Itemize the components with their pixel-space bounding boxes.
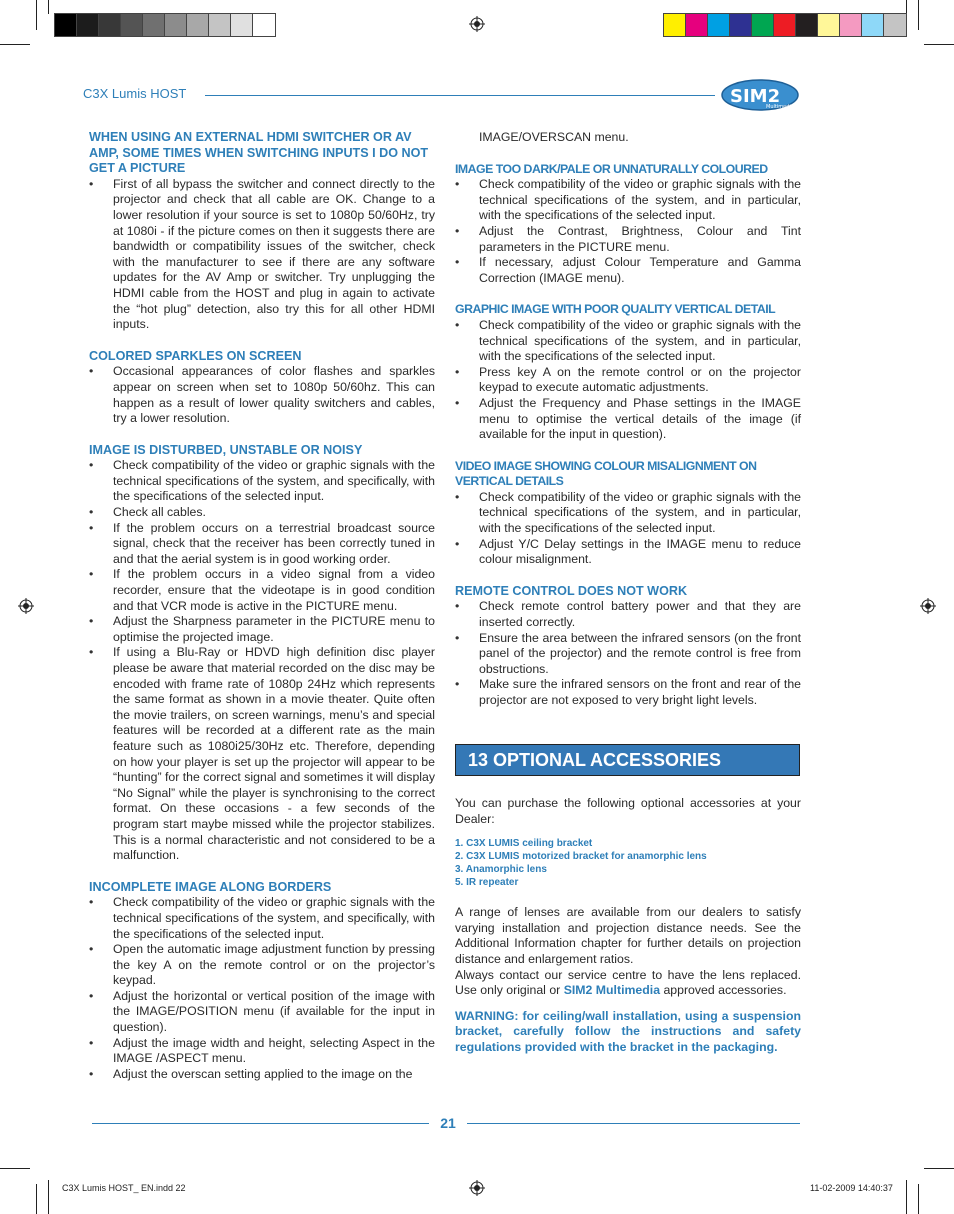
crop-mark <box>918 1184 919 1214</box>
color-swatch <box>231 14 253 36</box>
registration-mark-icon <box>920 598 936 614</box>
list-item: • Adjust the horizontal or vertical position of the image with the IMAGE/POSITION menu (if available for the input in question). <box>89 989 435 1036</box>
list-item: 1. C3X LUMIS ceiling bracket <box>455 838 593 850</box>
registration-mark-icon <box>469 16 485 32</box>
list-item: • Adjust the Sharpness parameter in the PICTURE menu to optimise the projected image. <box>89 614 435 645</box>
list-item: • If using a Blu-Ray or HDVD high definition disc player please be aware that material recorded on the disc may be encoded with frame rate of 1080p 24Hz which represents the same format as shown in a movie theater. Quite often the movie trailers, on screen warnings, menu’s and special features will be recorded at a different rate as the main feature such as 1080i25/30Hz etc. Therefore, depending on how your player is set up the projector will appear to be “hunting” for the correct signal and sometimes it will display “No Signal” while the player is synchronising to the correct format. On these occasions - a few seconds of the program start maybe missed while the projector stabilizes. This is a normal characteristic and not considered to be a malfunction. <box>89 645 435 863</box>
color-swatch <box>55 14 77 36</box>
color-swatch <box>862 14 884 36</box>
list-item: • Occasional appearances of color flashes and sparkles appear on screen when set to 1080p 50/60hz. This can happen as a result of lower quality switchers and cables, try a lower resolution. <box>89 364 435 426</box>
crop-mark <box>36 1184 37 1214</box>
list-item: • Check compatibility of the video or graphic signals with the technical specifications of the system, and in particular, with the specifications of the selected input. <box>455 318 801 365</box>
color-swatch <box>77 14 99 36</box>
crop-mark <box>0 1168 30 1169</box>
section-heading: WHEN USING AN EXTERNAL HDMI SWITCHER OR AV AMP, SOME TIMES WHEN SWITCHING INPUTS I DO NOT GET A PICTURE <box>89 130 429 176</box>
crop-mark <box>48 0 49 14</box>
list-item: • Check compatibility of the video or graphic signals with the technical specifications of the system, and in particular, with the specifications of the selected input. <box>455 490 801 537</box>
color-swatch <box>796 14 818 36</box>
crop-mark <box>36 0 37 30</box>
brand-name: SIM2 Multimedia <box>563 983 661 998</box>
bullet-list <box>455 318 801 443</box>
list-item: • Press key A on the remote control or on the projector keypad to execute automatic adjustments. <box>455 365 801 396</box>
bullet-list <box>89 895 435 1082</box>
left-column <box>89 130 435 1082</box>
header-rule <box>205 95 715 96</box>
color-swatch <box>121 14 143 36</box>
list-item: • Check compatibility of the video or graphic signals with the technical specifications of the system, and specifically, with the specifications of the selected input. <box>89 458 435 505</box>
slug-timestamp: 11-02-2009 14:40:37 <box>810 1183 893 1193</box>
color-swatch <box>686 14 708 36</box>
list-item: • Adjust the overscan setting applied to the image on the <box>89 1067 435 1083</box>
section-heading: IMAGE IS DISTURBED, UNSTABLE OR NOISY <box>89 442 363 457</box>
crop-mark <box>924 1168 954 1169</box>
list-item: • Check all cables. <box>89 505 435 521</box>
document-title: C3X Lumis HOST <box>83 86 187 101</box>
list-item: • Adjust the image width and height, selecting Aspect in the IMAGE /ASPECT menu. <box>89 1036 435 1067</box>
section-heading: INCOMPLETE IMAGE ALONG BORDERS <box>89 879 332 894</box>
color-swatch <box>664 14 686 36</box>
crop-mark <box>906 0 907 14</box>
bullet-list <box>89 177 435 333</box>
list-item: • If the problem occurs on a terrestrial broadcast source signal, check that the receiver has been correctly tuned in and that the aerial system is in good working order. <box>89 521 435 568</box>
list-item: • Adjust the Frequency and Phase settings in the IMAGE menu to optimise the vertical details of the image (if available for the input in question). <box>455 396 801 443</box>
color-swatch <box>99 14 121 36</box>
grayscale-color-bar <box>54 13 276 37</box>
sim2-logo <box>720 78 800 112</box>
logo-text: SIM2 <box>730 86 781 107</box>
accessories-list <box>455 837 801 889</box>
list-item: • If necessary, adjust Colour Temperature and Gamma Correction (IMAGE menu). <box>455 255 801 286</box>
list-item: 5. IR repeater <box>455 877 519 889</box>
list-item: • First of all bypass the switcher and connect directly to the projector and check that all cable are OK. Change to a lower resolution if your source is set to 1080p 50/60Hz, try at 1080i - if the picture comes on then it suggests there are bandwidth or compatibility issues of the switcher, check with the manufacturer to see if there are any software updates for the AV Amp or switcher. Try unplugging the HDMI cable from the HOST and plug in again to activate the “hot plug” detection, also try this for all other HDMI inputs. <box>89 177 435 333</box>
list-item: • If the problem occurs in a video signal from a video recorder, ensure that the videotape is in good condition and that VCR mode is active in the PICTURE menu. <box>89 567 435 614</box>
section-heading: IMAGE TOO DARK/PALE OR UNNATURALLY COLOURED <box>455 161 768 176</box>
list-item: 2. C3X LUMIS motorized bracket for anamorphic lens <box>455 851 707 863</box>
section-heading: REMOTE CONTROL DOES NOT WORK <box>455 583 688 598</box>
chapter-heading: 13 OPTIONAL ACCESSORIES <box>455 744 800 776</box>
lenses-paragraph: A range of lenses are available from our dealers to satisfy varying installation and projection distance needs. See the Additional Information chapter for further details on projection distance and enlargement ratios. <box>455 905 801 966</box>
color-swatch <box>708 14 730 36</box>
list-item: • Make sure the infrared sensors on the front and rear of the projector are not exposed to very bright light levels. <box>455 677 801 708</box>
section-heading: VIDEO IMAGE SHOWING COLOUR MISALIGNMENT ON VERTICAL DETAILS <box>455 458 757 489</box>
accessories-body <box>455 796 801 1056</box>
section-heading: GRAPHIC IMAGE WITH POOR QUALITY VERTICAL DETAIL <box>455 302 776 317</box>
bullet-list <box>455 599 801 708</box>
crop-mark <box>906 1180 907 1214</box>
color-swatch <box>253 14 275 36</box>
color-swatch <box>774 14 796 36</box>
bullet-list <box>89 458 435 863</box>
color-swatch <box>165 14 187 36</box>
accessories-intro: You can purchase the following optional accessories at your Dealer: <box>455 796 801 826</box>
list-item: • Check compatibility of the video or graphic signals with the technical specifications of the system, and in particular, with the specifications of the selected input. <box>455 177 801 224</box>
color-swatch <box>884 14 906 36</box>
crop-mark <box>48 1180 49 1214</box>
color-swatch <box>730 14 752 36</box>
list-item: • Adjust the Contrast, Brightness, Colour and Tint parameters in the PICTURE menu. <box>455 224 801 255</box>
registration-mark-icon <box>18 598 34 614</box>
footer-rule-left <box>92 1123 429 1124</box>
contact-text-post: approved accessories. <box>660 983 787 998</box>
list-item: • Check remote control battery power and that they are inserted correctly. <box>455 599 801 630</box>
crop-mark <box>918 0 919 30</box>
list-item: • Adjust Y/C Delay settings in the IMAGE menu to reduce colour misalignment. <box>455 537 801 568</box>
color-swatch <box>143 14 165 36</box>
section-heading: COLORED SPARKLES ON SCREEN <box>89 348 302 363</box>
contact-paragraph <box>455 968 801 999</box>
list-item: • Check compatibility of the video or graphic signals with the technical specifications of the system, and specifically, with the specifications of the selected input. <box>89 895 435 942</box>
registration-mark-icon <box>469 1180 485 1196</box>
bullet-list <box>455 177 801 286</box>
list-item: • Open the automatic image adjustment function by pressing the key A on the remote control or on the projector’s keypad. <box>89 942 435 989</box>
list-item: 3. Anamorphic lens <box>455 864 547 876</box>
crop-mark <box>0 44 30 45</box>
continued-text: IMAGE/OVERSCAN menu. <box>479 130 629 144</box>
color-swatch <box>752 14 774 36</box>
slug-filename: C3X Lumis HOST_ EN.indd 22 <box>62 1183 186 1193</box>
crop-mark <box>924 44 954 45</box>
list-item: • Ensure the area between the infrared sensors (on the front panel of the projector) and the remote control is free from obstructions. <box>455 631 801 678</box>
color-swatch <box>209 14 231 36</box>
right-column <box>455 130 801 709</box>
footer-rule-right <box>467 1123 800 1124</box>
process-color-bar <box>663 13 907 37</box>
color-swatch <box>187 14 209 36</box>
bullet-list <box>89 364 435 426</box>
contact-text-pre: Always contact our service centre to have the lens replaced. Use only original or <box>455 967 801 998</box>
bullet-list <box>455 490 801 568</box>
warning-text: WARNING: for ceiling/wall installation, using a suspension bracket, carefully follow the instructions and safety regulations provided with the bracket in the packaging. <box>455 1008 801 1054</box>
logo-subtext: Multimedia <box>766 104 794 110</box>
color-swatch <box>818 14 840 36</box>
color-swatch <box>840 14 862 36</box>
page-number: 21 <box>440 1115 456 1131</box>
